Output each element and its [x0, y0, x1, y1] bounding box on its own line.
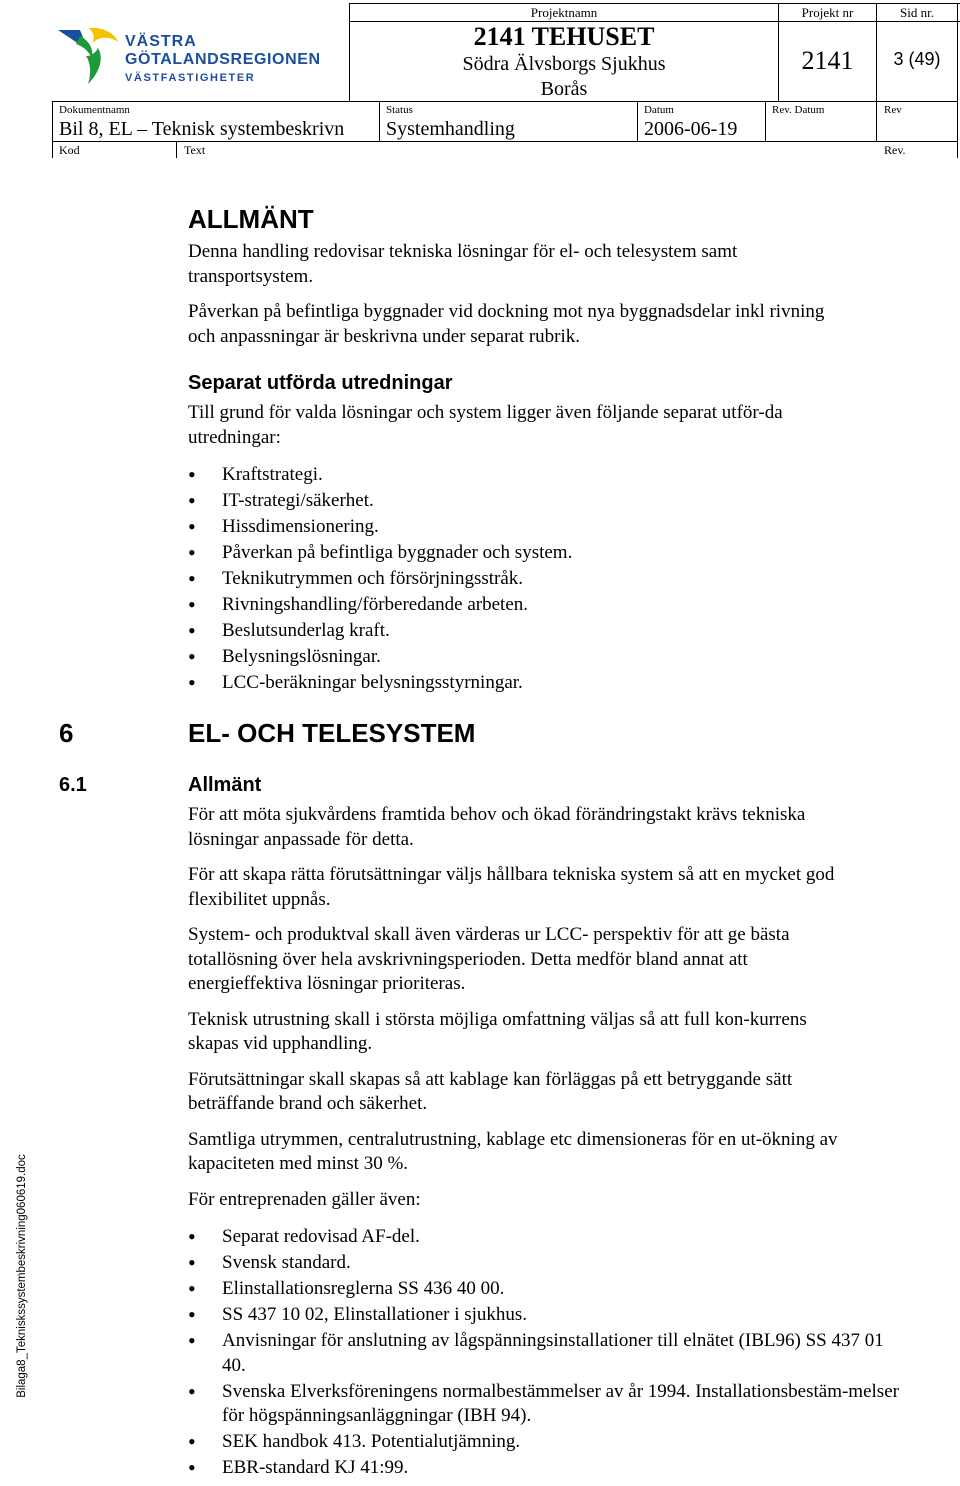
list-item: • Separat redovisad AF-del. — [188, 1225, 908, 1250]
entreprenad-list — [188, 1225, 908, 1482]
list-item: • Svensk standard. — [188, 1251, 908, 1276]
text-label: Text — [184, 143, 206, 157]
list-item: • Kraftstrategi. — [188, 462, 908, 488]
list-item: • Anvisningar för anslutning av lågspänningsinstallationer till elnätet (IBL96) SS 437 01 40. — [188, 1329, 908, 1378]
section-6-1-text — [188, 803, 838, 1212]
separat-list — [188, 462, 908, 696]
paragraph: Teknisk utrustning skall i största möjliga omfattning väljas så att full kon-kurrens skapas vid upphandling. — [188, 1008, 807, 1054]
sidebar-filename: Bilaga8_Tekniskssystembeskrivning060619.doc — [16, 1154, 28, 1398]
project-subtitle-2: Borås — [540, 78, 588, 100]
status: Systemhandling — [386, 118, 515, 140]
paragraph: För att möta sjukvårdens framtida behov och ökad förändringstakt krävs tekniska lösningar anpassade för detta. — [188, 804, 806, 850]
logo — [58, 26, 348, 90]
kod-label: Kod — [59, 143, 80, 157]
list-item: • Teknikutrymmen och försörjningsstråk. — [188, 566, 908, 592]
list-item: • Påverkan på befintliga byggnader och system. — [188, 540, 908, 566]
allmant-text — [188, 240, 848, 349]
status-label: Status — [386, 104, 413, 116]
allmant-paragraph-2: Påverkan på befintliga byggnader vid dockning mot nya byggnadsdelar inkl rivning och anpassningar är beskrivna under separat rubrik. — [188, 301, 825, 347]
list-item: • Elinstallationsreglerna SS 436 40 00. — [188, 1277, 908, 1302]
logo-green-leaf — [76, 36, 92, 58]
logo-green-stem — [86, 48, 101, 84]
list-item: • Belysningslösningar. — [188, 644, 908, 670]
doc-name: Bil 8, EL – Teknisk systembeskrivn — [59, 118, 345, 140]
rev2-label: Rev. — [884, 143, 906, 157]
list-item: • IT-strategi/säkerhet. — [188, 488, 908, 514]
logo-line3: VÄSTFASTIGHETER — [125, 72, 256, 84]
section-6-1-title: Allmänt — [188, 774, 262, 796]
project-subtitle-1: Södra Älvsborgs Sjukhus — [462, 53, 666, 75]
list-item: • EBR-standard KJ 41:99. — [188, 1456, 908, 1481]
paragraph: För att skapa rätta förutsättningar väljs hållbara tekniska system så att en mycket god flexibilitet uppnås. — [188, 864, 835, 910]
logo-line1: VÄSTRA — [125, 33, 197, 50]
section-6-title: EL- OCH TELESYSTEM — [188, 718, 476, 748]
section-6-1-number: 6.1 — [59, 774, 87, 796]
date-label: Datum — [644, 104, 674, 116]
logo-yellow-sun — [88, 28, 118, 44]
paragraph: System- och produktval skall även värderas ur LCC- perspektiv för att ge bästa totallösning över hela avskrivningsperioden. Detta medför bland annat att energieffektiva lösningar prioriteras. — [188, 924, 790, 994]
list-item: • Svenska Elverksföreningens normalbestämmelser av år 1994. Installationsbestäm-melser för högspänningsanläggningar (IBH 94). — [188, 1380, 908, 1429]
list-item: • Beslutsunderlag kraft. — [188, 618, 908, 644]
list-item: • SEK handbok 413. Potentialutjämning. — [188, 1430, 908, 1455]
project-title: 2141 TEHUSET — [473, 22, 655, 51]
logo-icon — [58, 28, 124, 88]
project-name-label: Projektnamn — [530, 5, 598, 20]
separat-text — [188, 401, 838, 450]
list-item: • Rivningshandling/förberedande arbeten. — [188, 592, 908, 618]
paragraph: För entreprenaden gäller även: — [188, 1188, 421, 1210]
rev-label: Rev — [884, 104, 902, 116]
project-nr: 2141 — [801, 46, 854, 75]
paragraph: Samtliga utrymmen, centralutrustning, kablage etc dimensioneras för en ut-ökning av kapaciteten med minst 30 %. — [188, 1128, 838, 1174]
list-item: • SS 437 10 02, Elinstallationer i sjukhus. — [188, 1303, 908, 1328]
section-6-number: 6 — [59, 718, 74, 748]
list-item: • LCC-beräkningar belysningsstyrningar. — [188, 670, 908, 696]
page-nr-label: Sid nr. — [900, 5, 934, 20]
date: 2006-06-19 — [644, 118, 738, 140]
rev-date-label: Rev. Datum — [772, 104, 825, 116]
separat-heading: Separat utförda utredningar — [188, 372, 453, 394]
allmant-paragraph-1: Denna handling redovisar tekniska lösningar för el- och telesystem samt transportsystem. — [188, 241, 738, 287]
logo-line2: GÖTALANDSREGIONEN — [125, 51, 321, 68]
doc-name-label: Dokumentnamn — [59, 104, 130, 116]
allmant-heading: ALLMÄNT — [188, 204, 314, 234]
list-item: • Hissdimensionering. — [188, 514, 908, 540]
paragraph: Förutsättningar skall skapas så att kablage kan förläggas på ett betryggande sätt beträffande brand och säkerhet. — [188, 1068, 793, 1114]
separat-paragraph: Till grund för valda lösningar och system ligger även följande separat utför-da utredningar: — [188, 402, 783, 448]
page-nr: 3 (49) — [893, 49, 941, 69]
project-nr-label: Projekt nr — [801, 5, 854, 20]
